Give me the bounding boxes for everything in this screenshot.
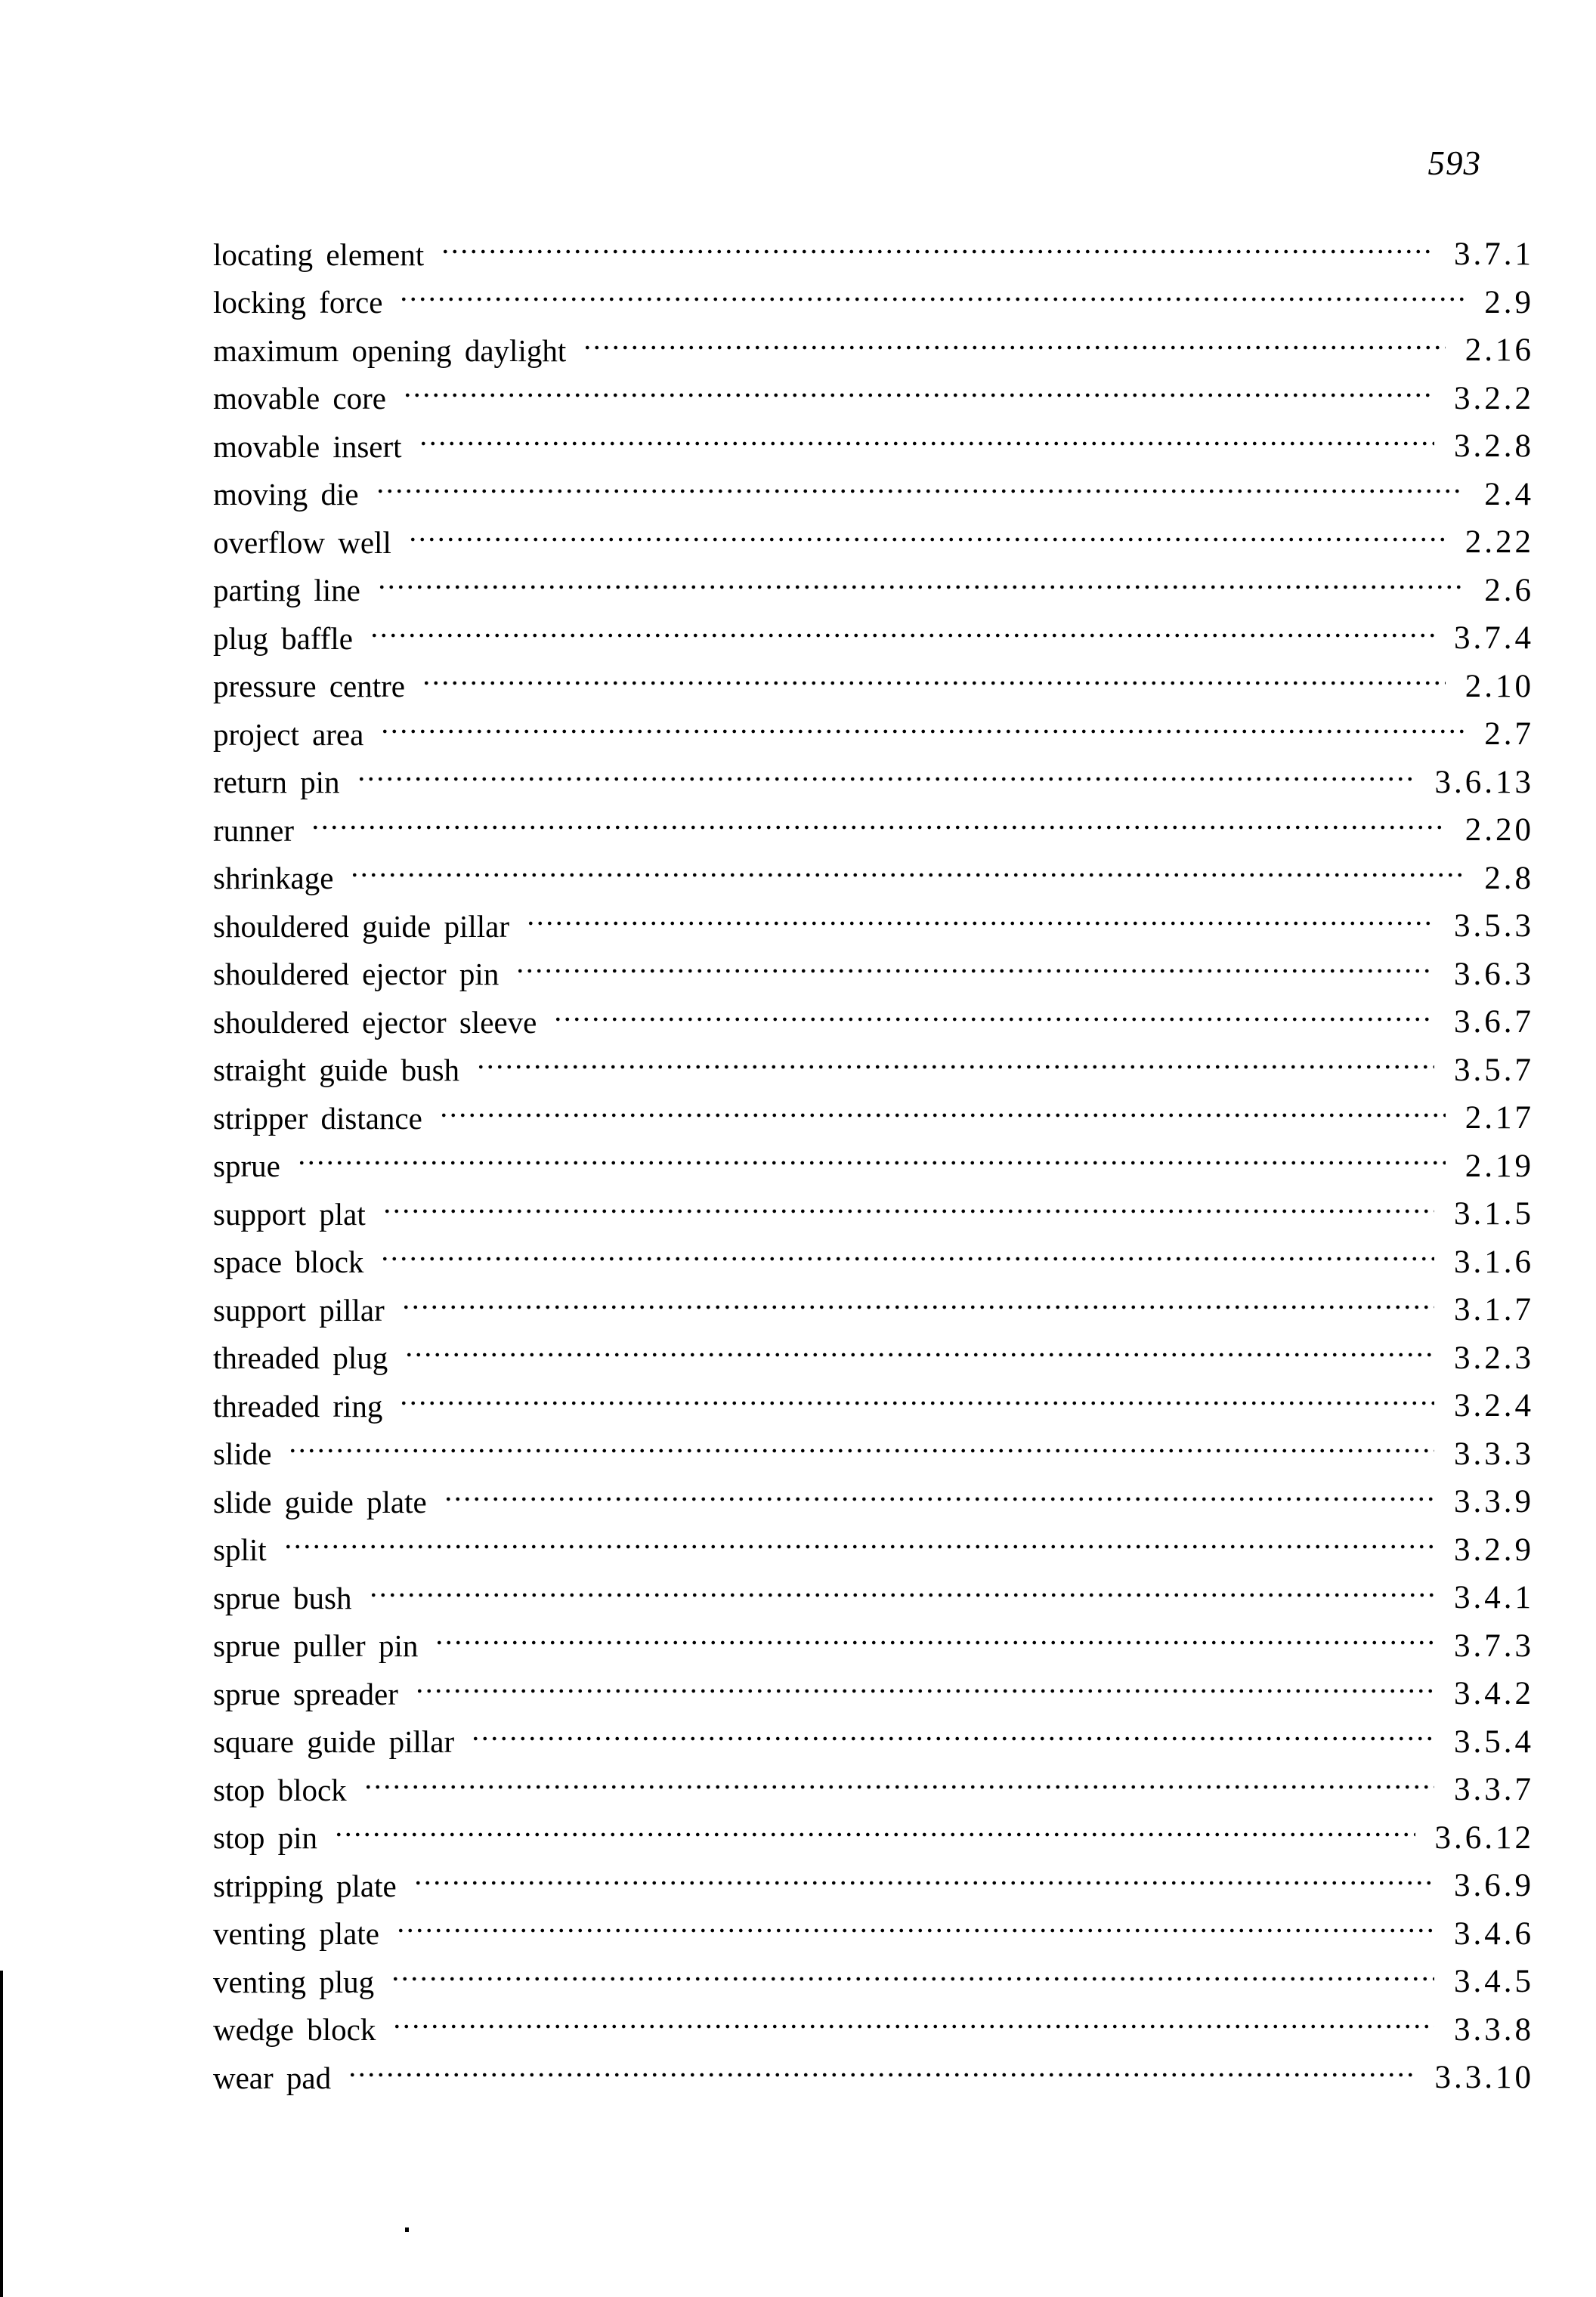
page-number: 593 (1427, 144, 1481, 182)
index-row (213, 1382, 1534, 1430)
index-row (213, 1862, 1534, 1910)
scan-artifact-dot (405, 2227, 409, 2232)
index-row (213, 951, 1534, 999)
index-term: pressure centre (213, 669, 406, 704)
index-row (213, 1574, 1534, 1622)
dot-leader (435, 1640, 1434, 1646)
dot-leader (476, 1064, 1434, 1070)
section-number: 3.4.6 (1454, 1915, 1534, 1952)
dot-leader (392, 2023, 1434, 2030)
section-number: 3.2.8 (1454, 428, 1534, 465)
section-number: 2.9 (1484, 284, 1534, 320)
index-term: stripping plate (213, 1868, 397, 1903)
index-term: overflow well (213, 524, 391, 560)
dot-leader (441, 249, 1434, 255)
index-row (213, 998, 1534, 1046)
section-number: 3.2.9 (1454, 1532, 1534, 1568)
index-row (213, 230, 1534, 279)
index-row (213, 1430, 1534, 1479)
index-row (213, 855, 1534, 903)
index-row (213, 2054, 1534, 2102)
dot-leader (515, 968, 1434, 974)
dot-leader (380, 728, 1465, 734)
section-number: 3.1.7 (1454, 1292, 1534, 1328)
dot-leader (357, 776, 1415, 782)
index-term: runner (213, 812, 295, 848)
index-row (213, 614, 1534, 663)
section-number: 3.6.12 (1434, 1819, 1534, 1856)
index-term: stop block (213, 1772, 347, 1807)
dot-leader (297, 1160, 1446, 1166)
dot-leader (377, 584, 1465, 590)
index-row (213, 518, 1534, 567)
dot-leader (404, 1352, 1434, 1358)
index-row (213, 471, 1534, 519)
index-term: wear pad (213, 2060, 332, 2095)
section-number: 2.17 (1465, 1100, 1534, 1136)
index-row (213, 2006, 1534, 2054)
index-term: support pillar (213, 1292, 385, 1328)
dot-leader (396, 1928, 1434, 1934)
index-row (213, 326, 1534, 375)
index-term: movable core (213, 381, 386, 416)
dot-leader (370, 632, 1434, 638)
index-term: plug baffle (213, 620, 353, 656)
index-row (213, 279, 1534, 327)
section-number: 3.6.7 (1454, 1004, 1534, 1040)
dot-leader (380, 1256, 1434, 1262)
index-row (213, 902, 1534, 951)
dot-leader (583, 345, 1446, 351)
section-number: 3.4.5 (1454, 1964, 1534, 2000)
dot-leader (382, 1208, 1434, 1214)
dot-leader (401, 1304, 1434, 1310)
index-row (213, 759, 1534, 807)
index-row (213, 663, 1534, 711)
index-term: sprue bush (213, 1580, 352, 1615)
section-number: 3.2.3 (1454, 1340, 1534, 1376)
section-number: 2.6 (1484, 572, 1534, 608)
index-term: parting line (213, 573, 360, 608)
index-row (213, 1190, 1534, 1238)
section-number: 3.4.2 (1454, 1676, 1534, 1712)
index-row (213, 1718, 1534, 1767)
index-term: threaded plug (213, 1340, 388, 1376)
index-term: slide guide plate (213, 1484, 427, 1519)
dot-leader (413, 1880, 1434, 1886)
section-number: 3.7.4 (1454, 620, 1534, 657)
index-row (213, 1526, 1534, 1575)
section-number: 2.7 (1484, 716, 1534, 753)
index-term: shouldered ejector pin (213, 957, 500, 992)
index-term: locating element (213, 237, 425, 272)
section-number: 3.5.7 (1454, 1052, 1534, 1088)
index-row (213, 806, 1534, 855)
dot-leader (399, 296, 1465, 302)
index-row (213, 1286, 1534, 1334)
index-term: project area (213, 716, 364, 752)
dot-leader (350, 872, 1465, 878)
index-term: threaded ring (213, 1388, 383, 1424)
section-number: 3.7.1 (1454, 237, 1534, 273)
index-term: split (213, 1532, 267, 1568)
section-number: 3.2.2 (1454, 380, 1534, 416)
index-term: stripper distance (213, 1100, 422, 1136)
index-term: sprue puller pin (213, 1628, 419, 1664)
index-term: stop pin (213, 1820, 317, 1856)
index-term: venting plug (213, 1964, 375, 1999)
section-number: 2.4 (1484, 476, 1534, 512)
dot-leader (419, 441, 1434, 447)
section-number: 3.3.10 (1434, 2060, 1534, 2096)
section-number: 2.10 (1465, 668, 1534, 704)
index-term: locking force (213, 285, 383, 320)
index-row (213, 1142, 1534, 1191)
index-term: wedge block (213, 2012, 376, 2048)
dot-leader (369, 1592, 1434, 1598)
section-number: 3.5.4 (1454, 1724, 1534, 1760)
index-term: shouldered guide pillar (213, 908, 510, 944)
dot-leader (403, 392, 1434, 398)
index-term: moving die (213, 477, 359, 512)
section-number: 3.4.1 (1454, 1580, 1534, 1616)
section-number: 3.5.3 (1454, 908, 1534, 944)
section-number: 3.6.13 (1434, 764, 1534, 800)
section-number: 2.22 (1465, 524, 1534, 561)
section-number: 3.3.3 (1454, 1436, 1534, 1472)
dot-leader (471, 1736, 1434, 1742)
dot-leader (348, 2072, 1415, 2078)
dot-leader (399, 1400, 1434, 1406)
section-number: 3.3.7 (1454, 1772, 1534, 1808)
index-row (213, 1238, 1534, 1287)
index-term: maximum opening daylight (213, 332, 567, 368)
index-term: space block (213, 1244, 364, 1280)
index-term: sprue spreader (213, 1676, 398, 1711)
section-number: 2.19 (1465, 1148, 1534, 1184)
section-number: 3.6.3 (1454, 956, 1534, 992)
index-term: movable insert (213, 428, 402, 464)
index-term: sprue (213, 1148, 280, 1184)
index-row (213, 567, 1534, 615)
index-term: shouldered ejector sleeve (213, 1004, 537, 1040)
index-row (213, 1622, 1534, 1671)
index-row (213, 1814, 1534, 1863)
section-number: 3.3.8 (1454, 2011, 1534, 2048)
dot-leader (408, 536, 1446, 543)
section-number: 2.8 (1484, 860, 1534, 896)
index-row (213, 1046, 1534, 1095)
dot-leader (283, 1544, 1434, 1550)
section-number: 3.7.3 (1454, 1628, 1534, 1664)
index-term: slide (213, 1436, 272, 1472)
section-number: 3.1.6 (1454, 1244, 1534, 1280)
section-number: 2.20 (1465, 812, 1534, 849)
index-term: square guide pillar (213, 1724, 455, 1760)
section-number: 3.6.9 (1454, 1868, 1534, 1904)
index-term: support plat (213, 1196, 366, 1232)
index-row (213, 1670, 1534, 1718)
section-number: 3.2.4 (1454, 1388, 1534, 1424)
index-term: shrinkage (213, 861, 334, 896)
index-term: venting plate (213, 1916, 379, 1952)
dot-leader (422, 680, 1446, 686)
dot-leader (376, 488, 1465, 494)
section-number: 3.3.9 (1454, 1484, 1534, 1520)
scan-artifact-line (0, 1971, 3, 2297)
dot-leader (553, 1016, 1434, 1022)
dot-leader (288, 1448, 1434, 1454)
index-row (213, 1958, 1534, 2006)
index-row (213, 1094, 1534, 1142)
dot-leader (439, 1112, 1446, 1118)
index-row (213, 710, 1534, 759)
section-number: 2.16 (1465, 332, 1534, 369)
index-row (213, 1334, 1534, 1383)
index-row (213, 1478, 1534, 1526)
dot-leader (526, 920, 1434, 926)
dot-leader (444, 1496, 1434, 1502)
dot-leader (415, 1688, 1434, 1694)
index-row (213, 1910, 1534, 1958)
index-row (213, 1766, 1534, 1814)
index-row (213, 375, 1534, 423)
index-row (213, 422, 1534, 471)
dot-leader (311, 824, 1446, 830)
dot-leader (334, 1832, 1415, 1838)
index-term: straight guide bush (213, 1053, 460, 1088)
index-term: return pin (213, 765, 340, 800)
index-list (213, 230, 1534, 2102)
dot-leader (391, 1976, 1434, 1982)
dot-leader (363, 1784, 1434, 1790)
section-number: 3.1.5 (1454, 1196, 1534, 1232)
